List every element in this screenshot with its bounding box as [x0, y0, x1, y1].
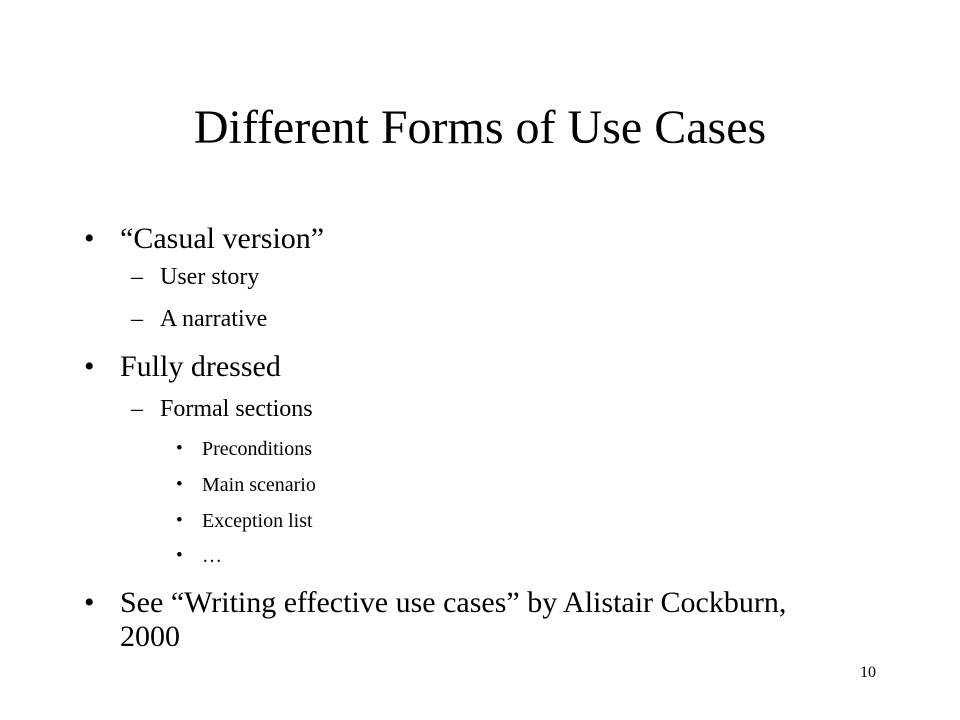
- sub-sub-item-text: …: [202, 545, 222, 567]
- sub-item-text: User story: [160, 264, 260, 290]
- dash-marker: –: [131, 264, 143, 290]
- bullet-text: See “Writing effective use cases” by Alistair Cockburn, 2000: [120, 586, 787, 653]
- bullet-marker: •: [176, 438, 183, 459]
- sub-sub-item-text: Preconditions: [202, 438, 312, 460]
- bullet-marker: •: [84, 350, 95, 383]
- dash-marker: –: [131, 306, 143, 332]
- page-number: 10: [860, 664, 876, 681]
- slide-title: Different Forms of Use Cases: [193, 101, 767, 154]
- sub-sub-item-text: Exception list: [202, 510, 313, 532]
- bullet-marker: •: [84, 586, 95, 619]
- bullet-marker: •: [176, 510, 183, 531]
- sub-item-text: A narrative: [160, 306, 268, 332]
- sub-item-text: Formal sections: [160, 396, 313, 422]
- dash-marker: –: [131, 396, 143, 422]
- bullet-marker: •: [176, 474, 183, 495]
- sub-sub-item-text: Main scenario: [202, 474, 316, 496]
- bullet-text: “Casual version”: [120, 222, 325, 255]
- bullet-marker: •: [84, 222, 95, 255]
- bullet-text: Fully dressed: [120, 350, 281, 383]
- bullet-marker: •: [176, 545, 183, 566]
